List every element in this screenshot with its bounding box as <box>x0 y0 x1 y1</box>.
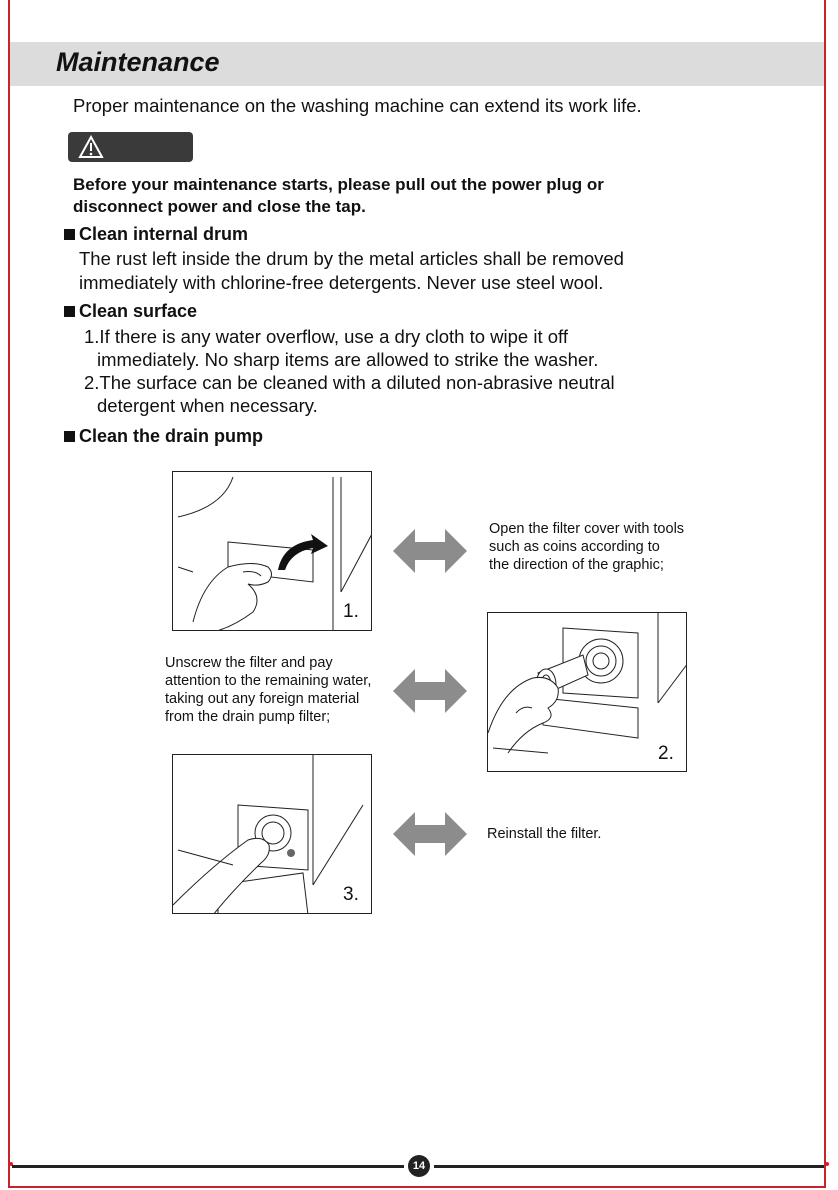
page-number: 14 <box>408 1155 430 1177</box>
step-1-illustration <box>172 471 372 631</box>
surface-item-1-line-2: immediately. No sharp items are allowed to strike the washer. <box>97 349 599 370</box>
drum-line-2: immediately with chlorine-free detergents. Never use steel wool. <box>79 271 604 293</box>
heading-clean-drum-label: Clean internal drum <box>79 224 249 244</box>
step-2-caption-line-1: Unscrew the filter and pay <box>165 655 333 671</box>
surface-item-2-line-2: detergent when necessary. <box>97 395 318 416</box>
step-2-illustration <box>487 612 687 772</box>
surface-item-2 <box>84 371 615 417</box>
step-1-caption-line-3: the direction of the graphic; <box>489 557 664 573</box>
step-3-caption <box>487 825 601 843</box>
warning-text <box>73 174 753 218</box>
warning-triangle-icon <box>78 135 104 159</box>
footer-line-left <box>12 1165 404 1168</box>
footer-line-right <box>434 1165 824 1168</box>
step-1-caption-line-2: such as coins according to <box>489 539 660 555</box>
heading-clean-surface-label: Clean surface <box>79 301 198 321</box>
step-1-caption-line-1: Open the filter cover with tools <box>489 521 685 537</box>
bullet-square-icon <box>64 229 75 240</box>
warning-line-1: Before your maintenance starts, please pull out the power plug or <box>73 175 604 194</box>
bullet-square-icon <box>64 306 75 317</box>
heading-clean-surface <box>64 301 197 322</box>
step-2-caption-line-4: from the drain pump filter; <box>165 709 331 725</box>
heading-clean-pump <box>64 426 263 447</box>
warning-line-2: disconnect power and close the tap. <box>73 197 366 216</box>
page-title: Maintenance <box>56 47 220 77</box>
step-3-illustration <box>172 754 372 914</box>
heading-clean-drum <box>64 224 248 245</box>
surface-item-2-line-1: 2.The surface can be cleaned with a diluted non-abrasive neutral <box>84 372 615 393</box>
heading-clean-pump-label: Clean the drain pump <box>79 426 264 446</box>
double-arrow-icon <box>393 810 467 858</box>
step-3-number: 3. <box>343 884 359 905</box>
warning-badge <box>68 132 193 162</box>
step-1-caption <box>489 520 684 574</box>
footer-dot-right <box>825 1162 829 1166</box>
surface-item-1 <box>84 325 598 371</box>
surface-item-1-line-1: 1.If there is any water overflow, use a dry cloth to wipe it off <box>84 326 568 347</box>
drum-line-1: The rust left inside the drum by the metal articles shall be removed <box>79 248 624 269</box>
double-arrow-icon <box>393 527 467 575</box>
intro-text: Proper maintenance on the washing machine can extend its work life. <box>73 95 642 116</box>
bullet-square-icon <box>64 431 75 442</box>
step-2-number: 2. <box>658 743 674 764</box>
drum-paragraph <box>79 247 624 294</box>
step-2-caption <box>165 654 371 726</box>
step-1-number: 1. <box>343 601 359 622</box>
step-2-caption-line-3: taking out any foreign material <box>165 691 360 707</box>
step-3-caption-line-1: Reinstall the filter. <box>487 826 602 842</box>
double-arrow-icon <box>393 667 467 715</box>
step-2-caption-line-2: attention to the remaining water, <box>165 673 372 689</box>
